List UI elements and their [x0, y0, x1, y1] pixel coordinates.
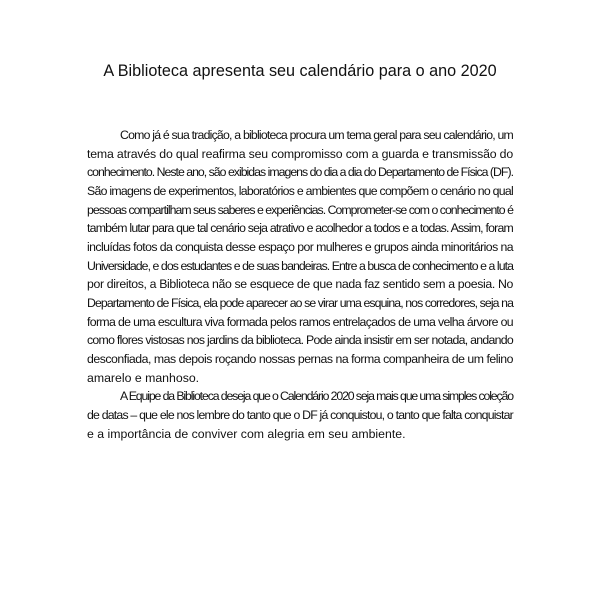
- text-line: incluídas fotos da conquista desse espaço por mulheres e grupos ainda minoritários na: [87, 239, 513, 254]
- text-line: de datas – que ele nos lembre do tanto que o DF já conquistou, o tanto que falta conquistar: [87, 407, 513, 422]
- text-line: também lutar para que tal cenário seja atrativo e acolhedor a todos e a todas. Assim, foram: [87, 221, 513, 236]
- paragraph-closing: [87, 387, 513, 443]
- paragraph-intro: [87, 126, 513, 387]
- text-line: forma de uma escultura viva formada pelos ramos entrelaçados de uma velha árvore ou: [87, 314, 513, 329]
- text-line: Departamento de Física, ela pode aparecer ao se virar uma esquina, nos corredores, seja na: [87, 295, 514, 310]
- text-line: Universidade, e dos estudantes e de suas bandeiras. Entre a busca de conhecimento e a luta: [87, 258, 513, 273]
- text-line: e a importância de conviver com alegria em seu ambiente.: [87, 426, 406, 441]
- text-line: como flores vistosas nos jardins da biblioteca. Pode ainda insistir em ser notada, andando: [87, 333, 513, 348]
- text-line: A Equipe da Biblioteca deseja que o Calendário 2020 seja mais que uma simples coleção: [120, 389, 513, 404]
- document-title: A Biblioteca apresenta seu calendário para o ano 2020: [103, 62, 497, 80]
- text-line: pessoas compartilham seus saberes e experiências. Comprometer-se com o conhecimento é: [87, 202, 513, 217]
- text-line: São imagens de experimentos, laboratórios e ambientes que compõem o cenário no qual: [87, 183, 513, 198]
- text-line: desconfiada, mas depois roçando nossas pernas na forma companheira de um felino: [87, 351, 513, 366]
- text-line: Como já é sua tradição, a biblioteca procura um tema geral para seu calendário, um: [120, 128, 513, 142]
- text-line: tema através do qual reafirma seu compromisso com a guarda e transmissão do: [87, 146, 513, 161]
- document-body: [87, 126, 513, 443]
- text-line: conhecimento. Neste ano, são exibidas imagens do dia a dia do Departamento de Física (DF).: [87, 165, 513, 180]
- text-line: por direitos, a Biblioteca não se esquece de que nada faz sentido sem a poesia. No: [87, 277, 513, 292]
- text-line: amarelo e manhoso.: [87, 370, 200, 385]
